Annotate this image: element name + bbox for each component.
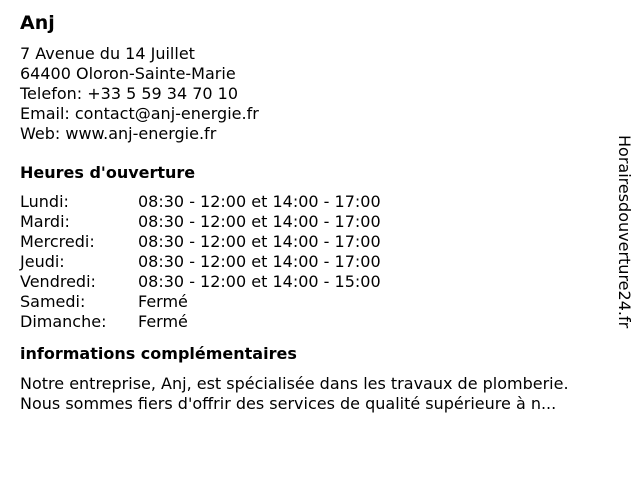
- opening-hours-title: Heures d'ouverture: [20, 163, 196, 182]
- hours-row-saturday: [20, 292, 610, 312]
- email-text: Email: contact@anj-energie.fr: [20, 104, 259, 123]
- day-hours: 08:30 - 12:00 et 14:00 - 15:00: [138, 272, 381, 291]
- phone-text: Telefon: +33 5 59 34 70 10: [20, 84, 239, 103]
- contact-block: [20, 44, 610, 144]
- info-line: Nous sommes fiers d'offrir des services de qualité supérieure à n...: [20, 394, 557, 413]
- hours-row-monday: [20, 192, 610, 212]
- hours-row-thursday: [20, 252, 610, 272]
- day-label: Lundi:: [20, 192, 69, 211]
- hours-row-friday: [20, 272, 610, 292]
- day-hours: 08:30 - 12:00 et 14:00 - 17:00: [138, 252, 381, 271]
- day-label: Mardi:: [20, 212, 70, 231]
- day-hours: 08:30 - 12:00 et 14:00 - 17:00: [138, 192, 381, 211]
- info-line: Notre entreprise, Anj, est spécialisée dans les travaux de plomberie.: [20, 374, 569, 393]
- day-hours: 08:30 - 12:00 et 14:00 - 17:00: [138, 232, 381, 251]
- day-hours: 08:30 - 12:00 et 14:00 - 17:00: [138, 212, 381, 231]
- hours-row-tuesday: [20, 212, 610, 232]
- day-hours: Fermé: [138, 312, 188, 331]
- opening-hours-table: [20, 192, 610, 332]
- additional-info-text: [20, 374, 610, 414]
- hours-row-wednesday: [20, 232, 610, 252]
- website-text: Web: www.anj-energie.fr: [20, 124, 217, 143]
- company-name: Anj: [20, 12, 55, 34]
- address-city: 64400 Oloron-Sainte-Marie: [20, 64, 236, 83]
- day-label: Samedi:: [20, 292, 86, 311]
- day-label: Jeudi:: [20, 252, 65, 271]
- day-label: Mercredi:: [20, 232, 95, 251]
- hours-row-sunday: [20, 312, 610, 332]
- additional-info-title: informations complémentaires: [20, 344, 297, 363]
- address-street: 7 Avenue du 14 Juillet: [20, 44, 195, 63]
- business-card: [20, 10, 610, 414]
- day-label: Dimanche:: [20, 312, 107, 331]
- day-hours: Fermé: [138, 292, 188, 311]
- site-watermark-text: Horairesdouverture24.fr: [615, 135, 634, 329]
- day-label: Vendredi:: [20, 272, 96, 291]
